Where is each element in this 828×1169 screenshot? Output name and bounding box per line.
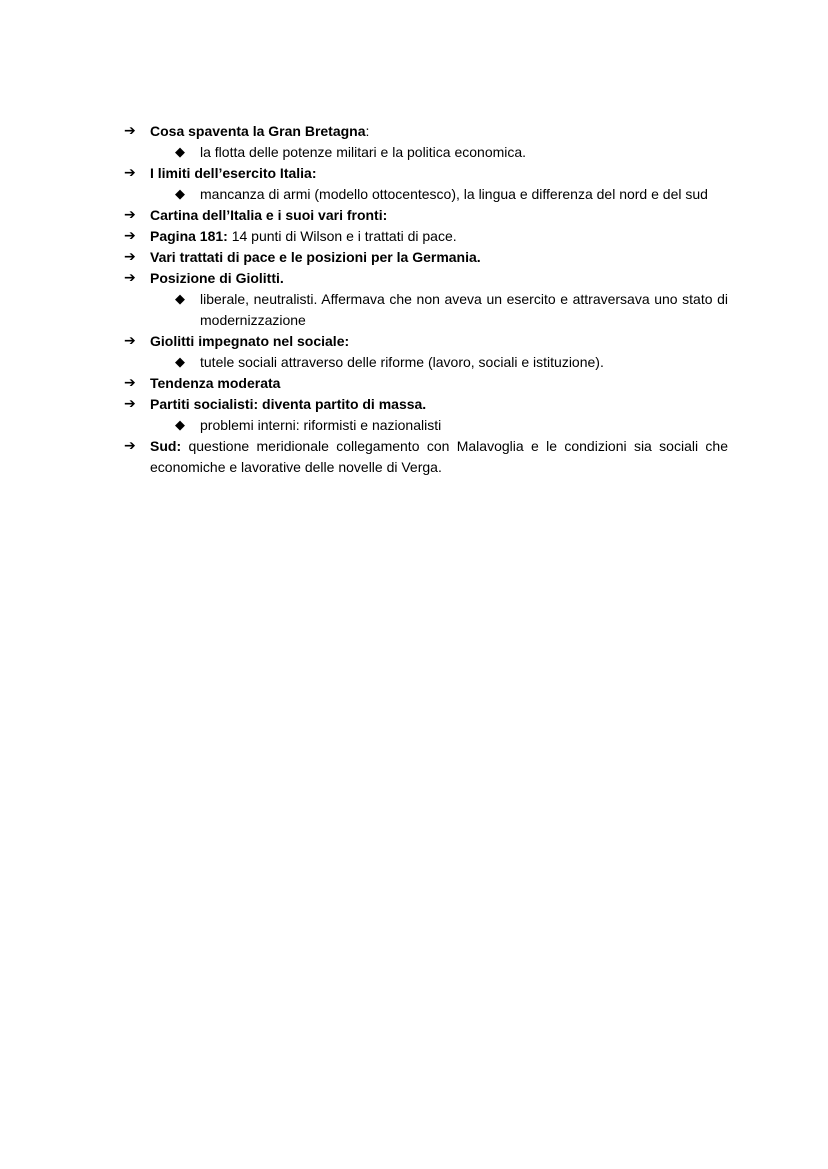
sub-item-text: tutele sociali attraverso delle riforme (lavoro, sociali e istituzione). <box>200 354 604 370</box>
diamond-bullet-icon: ◆ <box>175 355 185 370</box>
item-heading: Cartina dell’Italia e i suoi vari fronti: <box>150 207 388 223</box>
list-item <box>124 226 728 247</box>
item-heading: I limiti dell’esercito Italia: <box>150 165 317 181</box>
arrow-icon: ➔ <box>124 249 136 265</box>
diamond-bullet-icon: ◆ <box>175 145 185 160</box>
sub-list-item <box>175 352 728 373</box>
diamond-bullet-icon: ◆ <box>175 292 185 307</box>
list-item <box>124 436 728 478</box>
sub-list-item <box>175 289 728 331</box>
sub-item-text: mancanza di armi (modello ottocentesco), la lingua e differenza del nord e del sud <box>200 186 708 202</box>
arrow-icon: ➔ <box>124 123 136 139</box>
diamond-bullet-icon: ◆ <box>175 187 185 202</box>
list-item <box>124 121 728 142</box>
arrow-icon: ➔ <box>124 396 136 412</box>
item-heading: Pagina 181: <box>150 228 228 244</box>
list-item <box>124 373 728 394</box>
item-heading: Sud: <box>150 438 182 454</box>
arrow-icon: ➔ <box>124 375 136 391</box>
item-text: : <box>365 123 370 139</box>
sub-list-item <box>175 184 728 205</box>
arrow-icon: ➔ <box>124 438 136 454</box>
sub-list-item <box>175 142 728 163</box>
list-item <box>124 331 728 352</box>
item-heading: Vari trattati di pace e le posizioni per la Germania. <box>150 249 481 265</box>
item-heading: Tendenza moderata <box>150 375 281 391</box>
sub-item-text: liberale, neutralisti. Affermava che non aveva un esercito e attraversava uno stato di modernizzazione <box>200 291 728 328</box>
sub-list-item <box>175 415 728 436</box>
sub-item-text: la flotta delle potenze militari e la politica economica. <box>200 144 527 160</box>
arrow-icon: ➔ <box>124 333 136 349</box>
sub-item-text: problemi interni: riformisti e nazionalisti <box>200 417 442 433</box>
arrow-icon: ➔ <box>124 165 136 181</box>
list-item <box>124 205 728 226</box>
list-item <box>124 247 728 268</box>
item-text: questione meridionale collegamento con Malavoglia e le condizioni sia sociali che economiche e lavorative delle novelle di Verga. <box>150 438 728 475</box>
notes-list <box>124 121 728 478</box>
item-heading: Posizione di Giolitti. <box>150 270 284 286</box>
list-item <box>124 268 728 289</box>
list-item <box>124 163 728 184</box>
item-heading: Cosa spaventa la Gran Bretagna <box>150 123 366 139</box>
list-item <box>124 394 728 415</box>
arrow-icon: ➔ <box>124 270 136 286</box>
item-heading: Giolitti impegnato nel sociale: <box>150 333 350 349</box>
diamond-bullet-icon: ◆ <box>175 418 185 433</box>
item-heading: Partiti socialisti: diventa partito di massa. <box>150 396 427 412</box>
arrow-icon: ➔ <box>124 228 136 244</box>
arrow-icon: ➔ <box>124 207 136 223</box>
item-text: 14 punti di Wilson e i trattati di pace. <box>227 228 457 244</box>
